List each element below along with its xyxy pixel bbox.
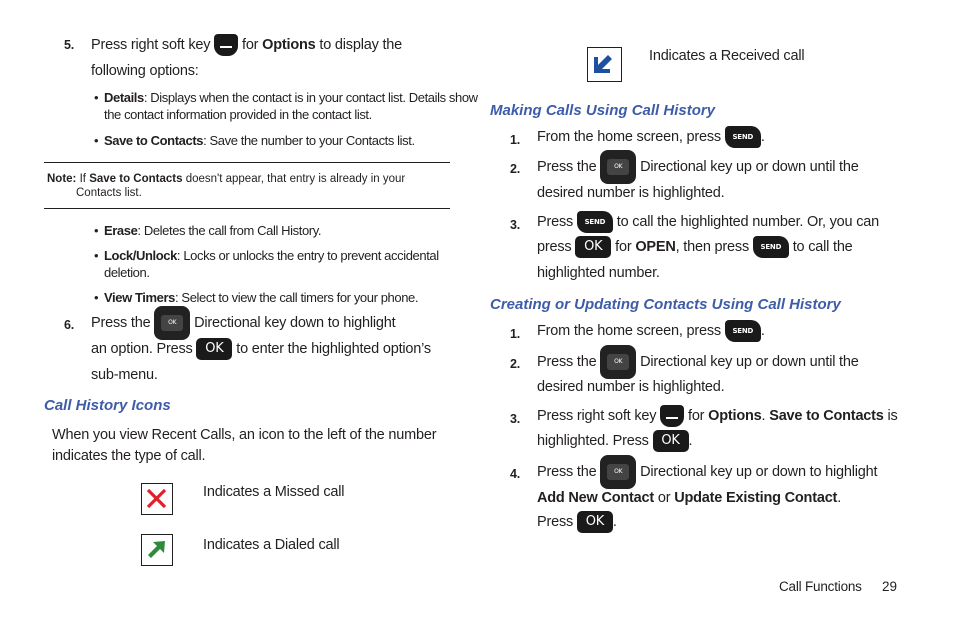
- dialed-call-icon: [141, 534, 173, 566]
- making-step-3-line-3: highlighted number.: [537, 265, 660, 281]
- creating-step-1-num: 1.: [510, 327, 521, 341]
- making-step-1-num: 1.: [510, 133, 521, 147]
- ok-key-icon: OK: [653, 430, 689, 452]
- making-step-3-num: 3.: [510, 218, 521, 232]
- ok-key-icon: OK: [577, 511, 613, 533]
- making-step-3-line-2: press OK for OPEN, then press SEND to call the: [537, 236, 853, 258]
- heading-call-history-icons: Call History Icons: [44, 397, 171, 414]
- missed-call-label: Indicates a Missed call: [203, 484, 345, 500]
- missed-call-icon: [141, 483, 173, 515]
- footer-section: Call Functions: [779, 579, 862, 594]
- step-6-line-3: sub-menu.: [91, 367, 158, 383]
- dialed-call-label: Indicates a Dialed call: [203, 537, 340, 553]
- creating-step-4-num: 4.: [510, 467, 521, 481]
- note-top-rule: [44, 162, 450, 163]
- right-soft-key-icon: [660, 405, 684, 427]
- making-step-2-num: 2.: [510, 162, 521, 176]
- received-call-label: Indicates a Received call: [649, 48, 805, 64]
- making-step-2: Press the OK Directional key up or down until the: [537, 150, 859, 184]
- bullet-view-timers: • View Timers: Select to view the call timers for your phone.: [94, 290, 419, 305]
- directional-key-icon: OK: [154, 306, 190, 340]
- heading-making-calls: Making Calls Using Call History: [490, 102, 716, 119]
- directional-key-icon: OK: [600, 455, 636, 489]
- send-key-icon: SEND: [725, 126, 761, 148]
- heading-creating-contacts: Creating or Updating Contacts Using Call History: [490, 296, 841, 313]
- page-number: 29: [882, 579, 898, 594]
- note: Note: If Save to Contacts doesn't appear, that entry is already in your Contacts list.: [47, 173, 406, 199]
- making-step-3: Press SEND to call the highlighted number. Or, you can: [537, 211, 879, 233]
- creating-step-4-line-2: Add New Contact or Update Existing Contact.: [537, 490, 842, 506]
- step-5: 5.: [64, 38, 75, 52]
- directional-key-icon: OK: [600, 150, 636, 184]
- creating-step-1: From the home screen, press SEND .: [537, 320, 765, 342]
- note-bottom-rule: [44, 208, 450, 209]
- step-6-line-1: Press the OK Directional key down to highlight: [91, 306, 396, 340]
- creating-step-3-line-2: highlighted. Press OK .: [537, 430, 692, 452]
- bullet-details: • Details: Displays when the contact is in your contact list. Details show the contact information provided in the contact list.: [94, 90, 478, 122]
- creating-step-4: Press the OK Directional key up or down to highlight: [537, 455, 877, 489]
- step-6: 6.: [64, 318, 75, 332]
- send-key-icon: SEND: [725, 320, 761, 342]
- send-key-icon: SEND: [753, 236, 789, 258]
- creating-step-4-line-3: Press OK .: [537, 511, 617, 533]
- creating-step-3: Press right soft key for Options. Save to Contacts is: [537, 405, 898, 427]
- creating-step-2: Press the OK Directional key up or down until the: [537, 345, 859, 379]
- creating-step-2-line-2: desired number is highlighted.: [537, 379, 725, 395]
- step-5-line-2: following options:: [91, 63, 199, 79]
- ok-key-icon: OK: [575, 236, 611, 258]
- step-6-line-2: an option. Press OK to enter the highlighted option’s: [91, 338, 431, 360]
- ok-key-icon: OK: [196, 338, 232, 360]
- send-key-icon: SEND: [577, 211, 613, 233]
- bullet-lock-unlock: • Lock/Unlock: Locks or unlocks the entry to prevent accidental deletion.: [94, 248, 439, 280]
- right-soft-key-icon: [214, 34, 238, 56]
- directional-key-icon: OK: [600, 345, 636, 379]
- creating-step-2-num: 2.: [510, 357, 521, 371]
- intro-line-1: When you view Recent Calls, an icon to the left of the number: [52, 427, 437, 443]
- creating-step-3-num: 3.: [510, 412, 521, 426]
- bullet-erase: • Erase: Deletes the call from Call History.: [94, 223, 322, 238]
- making-step-1: From the home screen, press SEND .: [537, 126, 765, 148]
- step-5-line-1: Press right soft key for Options to display the: [91, 34, 402, 56]
- received-call-icon: [587, 47, 622, 82]
- making-step-2-line-2: desired number is highlighted.: [537, 185, 725, 201]
- bullet-save-to-contacts: • Save to Contacts: Save the number to your Contacts list.: [94, 133, 415, 148]
- intro-line-2: indicates the type of call.: [52, 448, 206, 464]
